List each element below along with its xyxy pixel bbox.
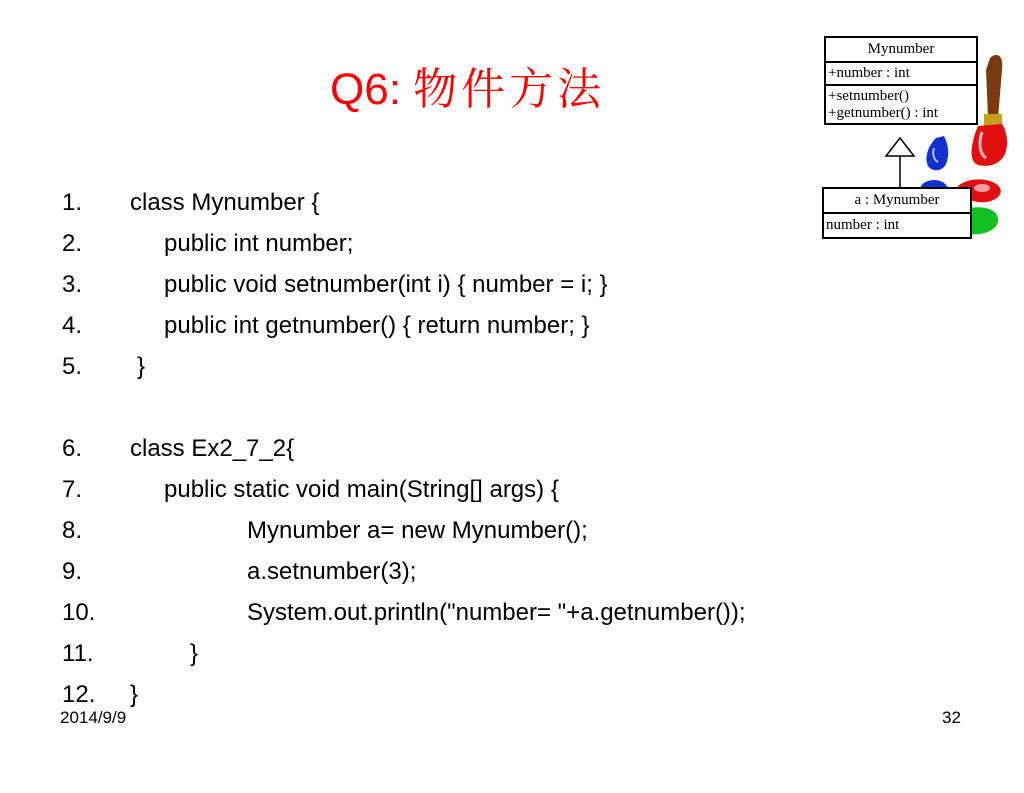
line-text: } bbox=[190, 640, 199, 667]
line-text: public static void main(String[] args) { bbox=[164, 476, 559, 503]
line-text: class Mynumber { bbox=[130, 189, 320, 216]
line-number: 3. bbox=[62, 271, 83, 298]
slide-title bbox=[330, 64, 606, 115]
line-number: 8. bbox=[62, 517, 83, 544]
line-text: public int getnumber() { return number; } bbox=[164, 312, 590, 339]
line-number: 12. bbox=[62, 681, 96, 708]
slide-date: 2014/9/9 bbox=[60, 708, 127, 727]
line-text: public int number; bbox=[164, 230, 354, 257]
line-text: a.setnumber(3); bbox=[247, 558, 417, 585]
line-number: 9. bbox=[62, 558, 83, 585]
line-text: } bbox=[130, 681, 139, 708]
uml-object-name: a : Mynumber bbox=[854, 192, 940, 208]
uml-object-box bbox=[822, 187, 972, 239]
uml-method-getnumber: +getnumber() : int bbox=[828, 105, 939, 121]
title-prefix: Q6: bbox=[330, 65, 401, 114]
slide-page-number: 32 bbox=[942, 708, 961, 727]
line-number: 4. bbox=[62, 312, 83, 339]
line-text: System.out.println("number= "+a.getnumber()); bbox=[247, 599, 746, 626]
uml-class-name: Mynumber bbox=[867, 41, 935, 57]
line-number: 5. bbox=[62, 353, 83, 380]
uml-class-methods bbox=[826, 84, 976, 123]
line-number: 7. bbox=[62, 476, 83, 503]
line-number: 2. bbox=[62, 230, 83, 257]
line-text: Mynumber a= new Mynumber(); bbox=[247, 517, 588, 544]
line-text: } bbox=[137, 353, 146, 380]
uml-class-attribute: +number : int bbox=[826, 61, 976, 84]
line-number: 1. bbox=[62, 189, 83, 216]
line-text: class Ex2_7_2{ bbox=[130, 435, 295, 462]
line-number: 6. bbox=[62, 435, 83, 462]
uml-class-box bbox=[824, 36, 978, 125]
uml-instance-arrow bbox=[880, 136, 920, 190]
line-number: 11. bbox=[62, 640, 94, 667]
line-number: 10. bbox=[62, 599, 96, 626]
line-text: public void setnumber(int i) { number = i; } bbox=[164, 271, 608, 298]
uml-object-attribute: number : int bbox=[824, 212, 970, 237]
title-cjk: 物件方法 bbox=[413, 64, 606, 115]
uml-method-setnumber: +setnumber() bbox=[828, 88, 909, 104]
